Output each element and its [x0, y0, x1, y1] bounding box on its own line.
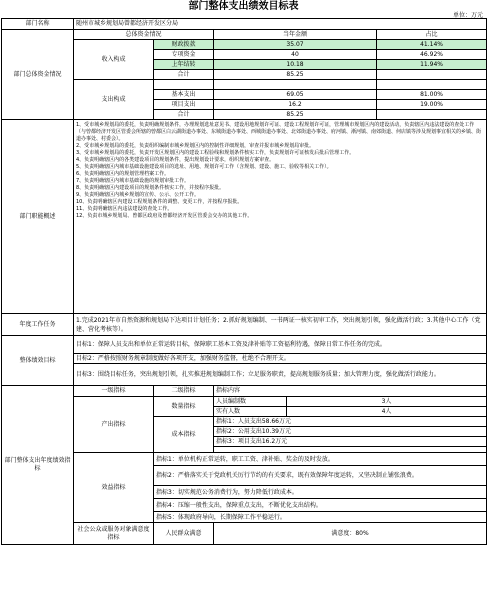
income-total-amount: 85.25	[214, 70, 377, 80]
page-title: 部门整体支出绩效目标表	[188, 1, 299, 12]
indicators-header-level1: 一级指标	[74, 386, 154, 397]
satisfaction-name: 人民群众满意	[154, 523, 214, 545]
quantity-name: 人员编制数	[214, 397, 287, 407]
effect-item: 指标3：切实规范公务消费行为，努力降低行政成本。	[154, 486, 487, 499]
quantity-value: 4人	[287, 407, 487, 417]
quantity-name: 实有人数	[214, 407, 287, 417]
income-name: 上年结转	[154, 60, 214, 70]
effect-item: 指标4：压缩一般性支出，保障重点支出，不断优化支出结构。	[154, 499, 487, 512]
duty-item: 5、负责明确辖区内城市基础设施建设项目的选址、用地、规划许可工作（含规划、建设、施工、验收等相关工作）。	[76, 164, 332, 170]
income-name: 专项资金	[154, 50, 214, 60]
expense-total-share	[377, 110, 487, 120]
unit-label: 单位：万元	[452, 12, 483, 19]
budget-header-type: 总体资金情况	[74, 30, 214, 40]
duty-item: 1、受市城乡规划局的委托，负责明确规划条件，办理规划选址意见书、建设用地规划许可证、建设工程规划许可证，管理城市规划区内的建设活动，负责辖区内违法建设的查处工作（与曾都经济开发区管委会所辖的曾都区白云湖街道办事处、东城街道办事处、西城街道办事处、北郊街道办事处、府河镇、淅河镇、南郊街道、何店镇等涉及规划事宜相关的乡镇、街道办事处、村委会）。	[76, 122, 482, 142]
dept-label: 部门名称	[2, 19, 74, 30]
effect-item: 指标2：严格落实关于党政机关厉行节约的有关要求，既有效保障年度运转，又坚决制止铺张浪费。	[154, 466, 487, 486]
expense-total-label: 合计	[154, 110, 214, 120]
annual-text: 1.完成2021年市自然资源和规划局下达项目计划任务；2.抓好规划编制、一书两证一核实初审工作，突出规划引领，强化做活行政；3.其他中心工作（党建、营化考核等）。	[74, 314, 487, 336]
duties-label: 部门职能概述	[2, 120, 74, 314]
income-name: 财政拨款	[154, 40, 214, 50]
duty-item: 3、受市城乡规划局的委托，负责开发区规划区内的建设工程验线和规划条件核实工作，负责规划许可证核发后批后管理工作。	[76, 150, 355, 156]
expense-name: 基本支出	[154, 90, 214, 100]
income-amount: 10.18	[214, 60, 377, 70]
overall-item: 目标2：严格按照财务规章制度做好各项开支，加强财务监督，杜绝不合理开支。	[74, 354, 487, 364]
expense-amount: 69.05	[214, 90, 377, 100]
quantity-value: 3人	[287, 397, 487, 407]
cost-label: 成本指标	[154, 417, 214, 453]
annual-label: 年度工作任务	[2, 314, 74, 336]
income-share: 46.92%	[377, 50, 487, 60]
income-share: 41.14%	[377, 40, 487, 50]
duty-item: 7、负责明确辖区内城市基础设施的规划审批工作。	[76, 178, 190, 184]
effect-item: 指标5：体现政府导向，长期保障工作平稳运行。	[154, 512, 487, 523]
expense-name: 项目支出	[154, 100, 214, 110]
expense-total-amount: 85.25	[214, 110, 377, 120]
cost-item: 指标3：项目支出16.2万元	[214, 437, 487, 447]
expense-amount: 16.2	[214, 100, 377, 110]
overall-item: 目标3：围绕目标任务，突出规划引领，扎实推进规划编制工作；立足服务职责，提高规划服务质量；加大管理力度，强化做活行政能力。	[74, 364, 487, 386]
overall-label: 整体绩效目标	[2, 336, 74, 386]
duty-item: 8、负责明确辖区内建设项目的规划条件核实工作，并按程序报批。	[76, 185, 225, 191]
cost-item: 指标1：人员支出58.66万元	[214, 417, 487, 427]
duty-item: 6、负责明确辖区内的规划管理档案工作。	[76, 171, 170, 177]
income-amount: 40	[214, 50, 377, 60]
indicators-header-level2: 二级指标	[154, 386, 214, 397]
indicators-label: 部门整体支出年度绩效指标	[2, 386, 74, 545]
budget-header-share: 占比	[377, 30, 487, 40]
income-total-label: 合计	[154, 70, 214, 80]
quantity-label: 数量指标	[154, 397, 214, 417]
duty-item: 12、负责市城乡规划局、曾都区政府及曾都经济开发区管委会交办的其他工作。	[76, 213, 253, 219]
performance-table	[1, 18, 487, 545]
duty-item: 11、负责明确辖区内违法建设的查处工作。	[76, 206, 173, 212]
dept-value: 随州市城乡规划局曾都经济开发区分局	[74, 19, 487, 30]
budget-header-amount: 当年金额	[214, 30, 377, 40]
duty-item: 10、负责明确辖区内建设工程规划条件的调整、变更工作，并按程序报批。	[76, 199, 243, 205]
indicators-header-content: 指标内容	[214, 386, 487, 397]
expense-share: 81.00%	[377, 90, 487, 100]
income-label: 收入构成	[74, 40, 154, 80]
duties-content	[74, 120, 487, 314]
output-label: 产出指标	[74, 397, 154, 453]
effect-item: 指标1：单位机构正常运转，职工工资、津补贴、奖金的及时发放。	[154, 453, 487, 466]
satisfaction-label: 社会公众或服务对象满意度指标	[74, 523, 154, 545]
satisfaction-value: 满意度：80%	[214, 523, 487, 545]
overall-item: 目标1：保障人员支出和单位正常运转目标，保障职工基本工资及津补贴等工资福利待遇，保障日常工作任务的完成。	[74, 336, 487, 354]
cost-item: 指标2：公用支出10.39万元	[214, 427, 487, 437]
expense-share: 19.00%	[377, 100, 487, 110]
duty-item: 4、负责明确辖区内的各类建设项目的规划条件，提出规划设计要求，组织规划方案审查。	[76, 157, 275, 163]
budget-section-label: 部门总体资金情况	[2, 30, 74, 120]
income-amount: 35.07	[214, 40, 377, 50]
effect-label: 效益指标	[74, 453, 154, 523]
income-share: 11.94%	[377, 60, 487, 70]
income-total-share	[377, 70, 487, 80]
duty-item: 2、受市城乡规划局的委托，负责组织编制市城乡规划区内的控制性详细规划，审查并报市城乡规划局审批。	[76, 143, 315, 149]
expense-label: 支出构成	[74, 80, 154, 120]
duty-item: 9、负责明确辖区内城乡规划的宣传、公示、公开工作。	[76, 192, 200, 198]
